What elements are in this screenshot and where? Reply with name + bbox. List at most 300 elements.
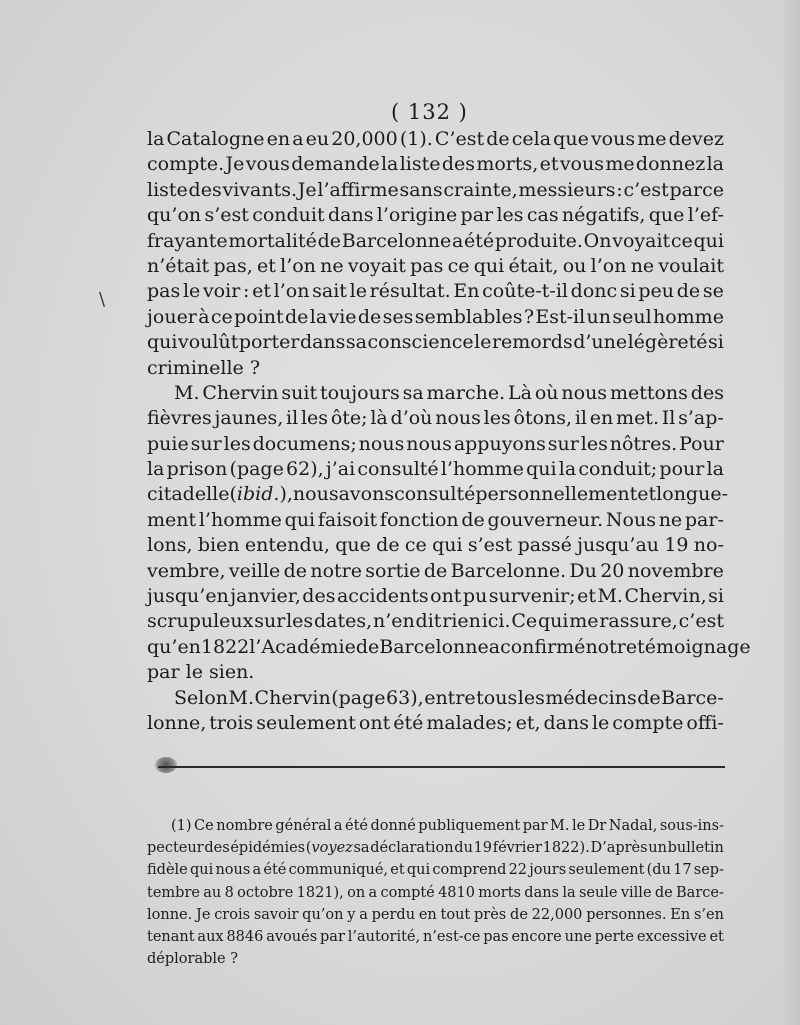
word: ici. (481, 610, 511, 633)
word: été (393, 711, 424, 734)
word: crois (214, 906, 251, 923)
word: légèreté (627, 331, 708, 354)
word: une (564, 928, 592, 945)
word: janvier, (230, 585, 301, 608)
word: ou (562, 254, 587, 277)
text-line (147, 559, 724, 584)
word: la (309, 305, 328, 328)
word: 8 (224, 884, 234, 901)
word: que (553, 128, 589, 150)
word: le (572, 818, 586, 834)
word: toujours (319, 381, 400, 404)
footnote (147, 815, 724, 970)
word: qu’on (302, 906, 344, 923)
word: offi- (686, 711, 724, 734)
word: et (577, 585, 596, 608)
word: qui (189, 862, 214, 879)
word: un (648, 840, 667, 857)
word: entendu, (244, 534, 330, 557)
word: des (690, 381, 724, 404)
word: un (586, 305, 612, 328)
text-line (147, 178, 724, 203)
word: y (347, 906, 356, 923)
word: ce (210, 305, 233, 328)
word: octobre (237, 884, 294, 901)
word: n’en (372, 610, 415, 633)
word: l’on (280, 254, 316, 277)
word: sep- (693, 862, 724, 879)
word: l’homme (198, 508, 282, 531)
word: les (300, 407, 329, 430)
word: s’est (467, 534, 513, 557)
text-line (147, 660, 724, 685)
word: 1822). (542, 840, 590, 857)
word: homme (652, 305, 724, 328)
word: qui (526, 458, 557, 481)
word: pas (147, 280, 181, 303)
word: seulement (256, 711, 356, 734)
word: a (292, 128, 304, 150)
word: sur (547, 432, 579, 455)
word: ôtons, (513, 407, 573, 430)
word: Là (508, 381, 532, 404)
word: Ce (511, 610, 538, 633)
word: ? (230, 951, 238, 968)
footnote-line (147, 859, 724, 881)
word: a (488, 635, 501, 658)
word: là (370, 407, 388, 430)
word: par (522, 818, 548, 834)
word: frayante (147, 229, 228, 252)
word: qu’en (147, 635, 201, 658)
word: sait (312, 280, 347, 303)
word: ne (658, 508, 683, 531)
word: Selon (174, 686, 229, 709)
word: tous (476, 686, 518, 709)
word: gouverneur. (487, 508, 604, 531)
footnote-line (147, 837, 724, 859)
ink-blot (155, 757, 177, 773)
word: par (320, 928, 345, 945)
footnote-rule (158, 766, 725, 768)
word: marche. (426, 381, 506, 404)
word: confirmé (500, 635, 586, 658)
word: à (198, 305, 210, 328)
word: 63), (386, 686, 424, 709)
word: perdu (371, 906, 416, 923)
word: sa (353, 840, 370, 857)
word: de (283, 559, 308, 582)
word: général (275, 818, 332, 834)
word: n’est-ce (422, 928, 481, 945)
word: Nadal, (608, 818, 658, 834)
word: 17 (673, 862, 692, 879)
word: de (654, 884, 673, 901)
word: de (357, 305, 382, 328)
text-line (147, 229, 724, 254)
word: Catalogne (166, 128, 265, 150)
word: et (390, 862, 405, 879)
word: rien (442, 610, 481, 633)
word: seule (578, 884, 618, 901)
word: ment (147, 508, 197, 531)
word: a (359, 906, 368, 923)
word: des (188, 178, 222, 201)
word: en (589, 407, 614, 430)
word: sortie (365, 559, 421, 582)
footnote-line (147, 882, 724, 904)
word: ? (523, 305, 535, 328)
word: Chervin (202, 381, 279, 404)
word: qui (147, 331, 178, 354)
word: ôte; (330, 407, 368, 430)
word: citadelle (147, 483, 230, 506)
word: malades; (426, 711, 513, 734)
word: pu (462, 585, 488, 608)
text-line (147, 152, 724, 177)
word: appuyons (453, 432, 546, 455)
word: consulté (357, 458, 439, 481)
word: les (286, 610, 314, 633)
word: ? (249, 356, 260, 379)
word: nous (358, 432, 405, 455)
text-line (147, 609, 724, 634)
word: communiqué, (288, 862, 389, 879)
word: fièvres (147, 407, 212, 430)
word: Je (297, 178, 317, 201)
word: (ibid.), (229, 483, 293, 506)
word: (1) (171, 818, 192, 834)
word: Barcelonne (379, 635, 489, 658)
word: compte. (147, 153, 225, 176)
word: jaunes, (214, 407, 284, 430)
word: scrupuleux (147, 610, 254, 633)
word: où (534, 381, 559, 404)
word: s’est (204, 204, 249, 227)
word: novembre (627, 559, 724, 582)
word: 1821), (296, 884, 344, 901)
word: les (517, 686, 545, 709)
word: de (376, 534, 400, 557)
word: sien. (209, 661, 255, 684)
word: médecins (545, 686, 637, 709)
word: (voyez (305, 840, 353, 857)
word: été (345, 818, 369, 834)
word: Chervin, (624, 585, 707, 608)
word: Est-il (535, 305, 586, 328)
word: déclaration (370, 840, 454, 857)
word: dans (524, 884, 560, 901)
word: semblables (414, 305, 523, 328)
word: de (486, 128, 510, 150)
word: donné (370, 818, 416, 834)
word: prison (166, 458, 228, 481)
word: dit (415, 610, 442, 633)
text-line (147, 432, 724, 457)
word: la (380, 153, 399, 176)
word: donnez (635, 153, 706, 176)
word: Je (225, 153, 245, 176)
word: près (474, 906, 507, 923)
word: c’est (623, 178, 669, 201)
word: été (263, 862, 287, 879)
word: M. (228, 686, 255, 709)
word: vous (245, 153, 290, 176)
word: (du (646, 862, 671, 879)
word: rassure, (599, 610, 678, 633)
word: Ce (194, 818, 214, 834)
word: l’ef- (687, 204, 724, 227)
word: 19 (664, 534, 689, 557)
text-line (147, 127, 724, 152)
word: seulement (568, 862, 645, 879)
word: faisoit (317, 508, 378, 531)
footnote-line (147, 948, 724, 970)
word: ville (620, 884, 652, 901)
word: la (147, 458, 165, 481)
word: ce (447, 254, 470, 277)
word: le (185, 661, 209, 684)
word: personnes. (586, 906, 667, 923)
word: les (483, 407, 511, 430)
word: pas, (213, 254, 253, 277)
word: se (702, 280, 724, 303)
word: pecteur (147, 840, 204, 857)
word: savoir (253, 906, 299, 923)
word: et (539, 153, 559, 176)
word: criminelle (147, 356, 250, 379)
word: février (492, 840, 542, 857)
text-line (147, 254, 724, 279)
word: de (461, 508, 485, 531)
word: avons (338, 483, 395, 506)
word: suit (281, 381, 318, 404)
word: vivants. (222, 178, 298, 201)
word: des (204, 840, 230, 857)
word: qui (432, 534, 463, 557)
word: ne (320, 254, 344, 277)
word: si (708, 585, 724, 608)
word: le (182, 280, 201, 303)
word: de (317, 229, 342, 252)
word: au (203, 884, 222, 901)
word: jusqu’au (577, 534, 660, 557)
word: voyait (347, 254, 406, 277)
word: et (256, 254, 276, 277)
word: lons, (147, 534, 193, 557)
word: bien (197, 534, 240, 557)
word: demande (291, 153, 380, 176)
word: passé (517, 534, 572, 557)
word: que (648, 204, 685, 227)
text-line (147, 406, 724, 431)
word: Barce- (661, 686, 724, 709)
word: s’ap- (678, 407, 724, 430)
word: Du (569, 559, 597, 582)
text-line (147, 356, 724, 381)
word: 1822 (200, 635, 250, 658)
word: il (574, 407, 587, 430)
word: Chervin (254, 686, 331, 709)
word: de (510, 906, 528, 923)
word: c’est (678, 610, 724, 633)
word: de (637, 686, 661, 709)
word: a (451, 229, 464, 252)
word: voyait (612, 229, 671, 252)
word: Barce- (676, 884, 724, 901)
word: du (454, 840, 473, 857)
word: documens; (252, 432, 357, 455)
word: M. (597, 585, 623, 608)
word: (page (331, 686, 386, 709)
margin-mark: \ (99, 289, 106, 310)
text-line (147, 482, 728, 507)
word: les (223, 432, 251, 455)
word: excessive (636, 928, 707, 945)
word: voir (202, 280, 241, 303)
word: dans (299, 331, 346, 354)
word: a (333, 818, 343, 834)
word: sa (345, 331, 367, 354)
word: cas (526, 204, 559, 227)
word: tout (440, 906, 471, 923)
word: d’où (390, 407, 433, 430)
word: 4810 (438, 884, 475, 901)
word: les (496, 204, 524, 227)
word: cela (511, 128, 552, 150)
word: le (349, 280, 367, 303)
word: été (464, 229, 495, 252)
word: et (637, 483, 657, 506)
word: déplorable (147, 951, 231, 968)
word: pour (659, 458, 705, 481)
word: Je (196, 906, 211, 923)
word: D’après (590, 840, 648, 857)
word: liste (147, 178, 188, 201)
main-text (147, 127, 751, 736)
word: tembre (147, 884, 200, 901)
word: sous-ins- (659, 818, 724, 834)
word: l’affirme (317, 178, 399, 201)
word: encore (511, 928, 562, 945)
word: l’autorité, (347, 928, 421, 945)
word: dans (327, 204, 374, 227)
word: l’on (273, 280, 310, 303)
word: : (616, 178, 623, 201)
word: ses (382, 305, 414, 328)
word: jouer (147, 305, 197, 328)
word: qui (473, 254, 505, 277)
word: ce (404, 534, 427, 557)
word: de (285, 305, 309, 328)
word: voulait (658, 254, 724, 277)
text-line (147, 635, 751, 660)
word: conduit (252, 204, 325, 227)
word: consulté (394, 483, 476, 506)
word: Dr (587, 818, 607, 834)
word: l’Académie (249, 635, 356, 658)
word: sa (402, 381, 424, 404)
word: point (234, 305, 284, 328)
word: peu (638, 280, 675, 303)
text-line (147, 584, 724, 609)
word: remords (491, 331, 573, 354)
word: aux (197, 928, 224, 945)
word: C’est (434, 128, 485, 150)
word: que (335, 534, 371, 557)
word: qui (693, 229, 724, 252)
word: témoignage (637, 635, 751, 658)
word: bulletin (667, 840, 724, 857)
text-line (147, 279, 724, 304)
word: le (474, 331, 492, 354)
word: si (708, 331, 724, 354)
word: jusqu’en (147, 585, 229, 608)
word: no- (693, 534, 724, 557)
word: compté (380, 884, 435, 901)
word: liste (399, 153, 441, 176)
word: seul (612, 305, 652, 328)
word: messieurs (518, 178, 616, 201)
word: donc (570, 280, 618, 303)
word: si (619, 280, 636, 303)
word: vembre, (147, 559, 226, 582)
word: ont (430, 585, 462, 608)
word: en (418, 906, 437, 923)
word: des (302, 585, 336, 608)
word: 22,000 (531, 906, 583, 923)
word: lonne, (147, 711, 207, 734)
word: perte (594, 928, 634, 945)
word: M. (550, 818, 570, 834)
word: survenir; (488, 585, 576, 608)
word: des (441, 153, 475, 176)
word: qui (284, 508, 316, 531)
word: on (347, 884, 366, 901)
word: l’on (590, 254, 627, 277)
word: la (558, 458, 577, 481)
word: trois (209, 711, 254, 734)
word: mettons (609, 381, 688, 404)
word: nous (215, 862, 251, 879)
word: et, (515, 711, 541, 734)
word: vous (590, 128, 636, 150)
footnote-line (147, 904, 724, 926)
word: et (252, 280, 271, 303)
word: me (569, 610, 599, 633)
word: nombre (216, 818, 273, 834)
word: vous (559, 153, 604, 176)
word: 20,000 (331, 128, 398, 150)
word: jours (529, 862, 567, 879)
word: par (147, 661, 186, 684)
word: ce (670, 229, 693, 252)
text-line (147, 711, 724, 736)
word: n’était (147, 254, 210, 277)
word: j’ai (325, 458, 356, 481)
word: avoués (266, 928, 318, 945)
word: accidents (336, 585, 429, 608)
word: a (252, 862, 262, 879)
word: était, (508, 254, 559, 277)
word: de (676, 280, 701, 303)
text-line (147, 457, 724, 482)
word: fidèle (147, 862, 188, 879)
word: la (562, 884, 576, 901)
word: notre (310, 559, 362, 582)
word: pas (483, 928, 509, 945)
page-edge-shadow (784, 0, 800, 1025)
